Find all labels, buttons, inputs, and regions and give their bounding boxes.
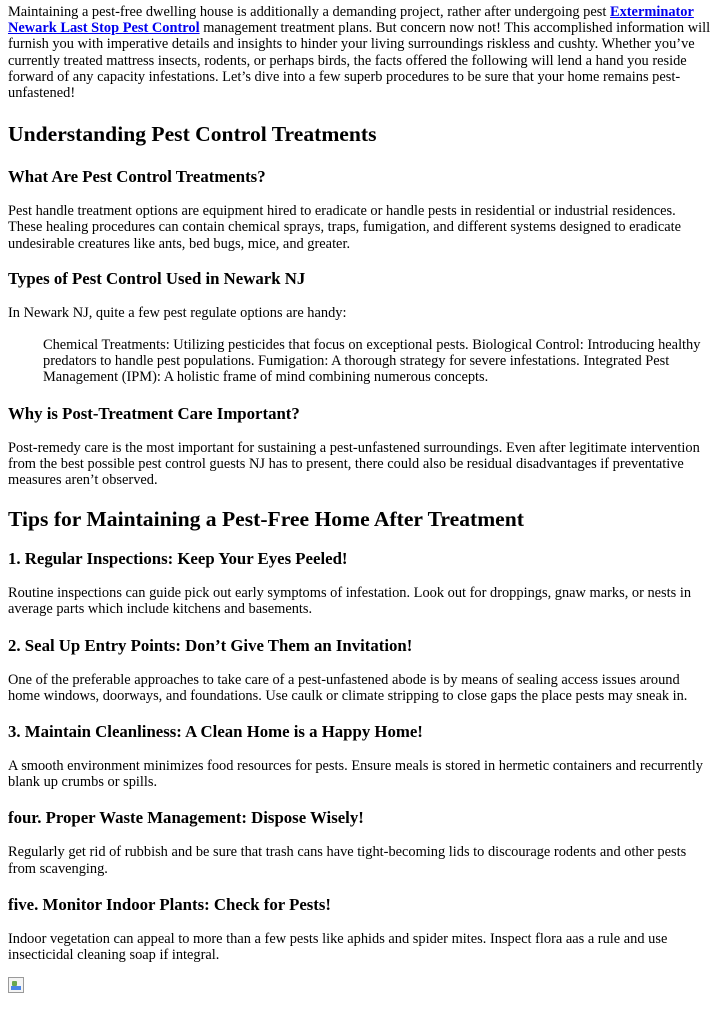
exterminator-link[interactable]: Exterminator Newark Last Stop Pest Control <box>8 4 694 37</box>
intro-text-before: Maintaining a pest-free dwelling house is additionally a demanding project, rather after undergoing pest <box>8 4 610 20</box>
paragraph-types: In Newark NJ, quite a few pest regulate options are handy: <box>8 304 347 321</box>
tip-heading-3: 3. Maintain Cleanliness: A Clean Home is a Happy Home! <box>8 722 423 742</box>
types-blockquote: Chemical Treatments: Utilizing pesticides that focus on exceptional pests. Biological Control: Introducing healthy predators to handle pest populations. Fumigation: A thorough strategy for severe infestations. Integrated Pest Management (IPM): A holistic frame of mind combining numerous concepts. <box>43 337 701 386</box>
section-heading-understanding: Understanding Pest Control Treatments <box>8 122 377 147</box>
paragraph-what-are: Pest handle treatment options are equipment hired to eradicate or handle pests in residential or industrial residences. These healing procedures can contain chemical sprays, traps, fumigation, and different systems designed to eradicate undesirable creatures like ants, bed bugs, mice, and greater. <box>8 203 682 252</box>
tip-heading-5: five. Monitor Indoor Plants: Check for Pests! <box>8 894 332 914</box>
tip-heading-2: 2. Seal Up Entry Points: Don’t Give Them an Invitation! <box>8 635 413 655</box>
tip-paragraph-1: Routine inspections can guide pick out early symptoms of infestation. Look out for droppings, gnaw marks, or nests in average parts which include kitchens and basements. <box>8 585 692 618</box>
tip-paragraph-3: A smooth environment minimizes food resources for pests. Ensure meals is stored in hermetic containers and recurrently blank up crumbs or spills. <box>8 758 703 791</box>
tip-heading-1: 1. Regular Inspections: Keep Your Eyes Peeled! <box>8 549 348 569</box>
intro-paragraph <box>8 4 712 101</box>
tip-paragraph-5: Indoor vegetation can appeal to more than a few pests like aphids and spider mites. Inspect flora aas a rule and use insecticidal cleaning soap if integral. <box>8 930 668 964</box>
tip-paragraph-4: Regularly get rid of rubbish and be sure that trash cans have tight-becoming lids to discourage rodents and other pests from scavenging. <box>8 844 687 877</box>
subheading-what-are: What Are Pest Control Treatments? <box>8 167 266 187</box>
subheading-types: Types of Pest Control Used in Newark NJ <box>8 268 306 288</box>
section-heading-tips: Tips for Maintaining a Pest-Free Home After Treatment <box>8 507 524 532</box>
paragraph-why-post: Post-remedy care is the most important for sustaining a pest-unfastened surroundings. Even after legitimate intervention from the best possible pest control guests NJ has to present, there could also be residual disadvantages if preventative measures aren’t observed. <box>8 439 700 489</box>
subheading-why-post: Why is Post-Treatment Care Important? <box>8 403 300 423</box>
tip-heading-4: four. Proper Waste Management: Dispose Wisely! <box>8 808 364 828</box>
intro-text-after: management treatment plans. But concern now not! This accomplished information will furnish you with imperative details and insights to hinder your living surroundings riskless and cushty. Whether you’ve currently treated mattress insects, rodents, or perhaps birds, the facts offered the following will lend a hand you reside forward of any capacity infestations. Let’s dive into a few superb procedures to be sure that your home remains pest-unfastened! <box>8 20 711 102</box>
broken-image-icon <box>8 977 24 993</box>
tip-paragraph-2: One of the preferable approaches to take care of a pest-unfastened abode is by means of sealing access issues around home windows, doorways, and foundations. Use caulk or climate stripping to close gaps the place pests may sneak in. <box>8 671 688 704</box>
